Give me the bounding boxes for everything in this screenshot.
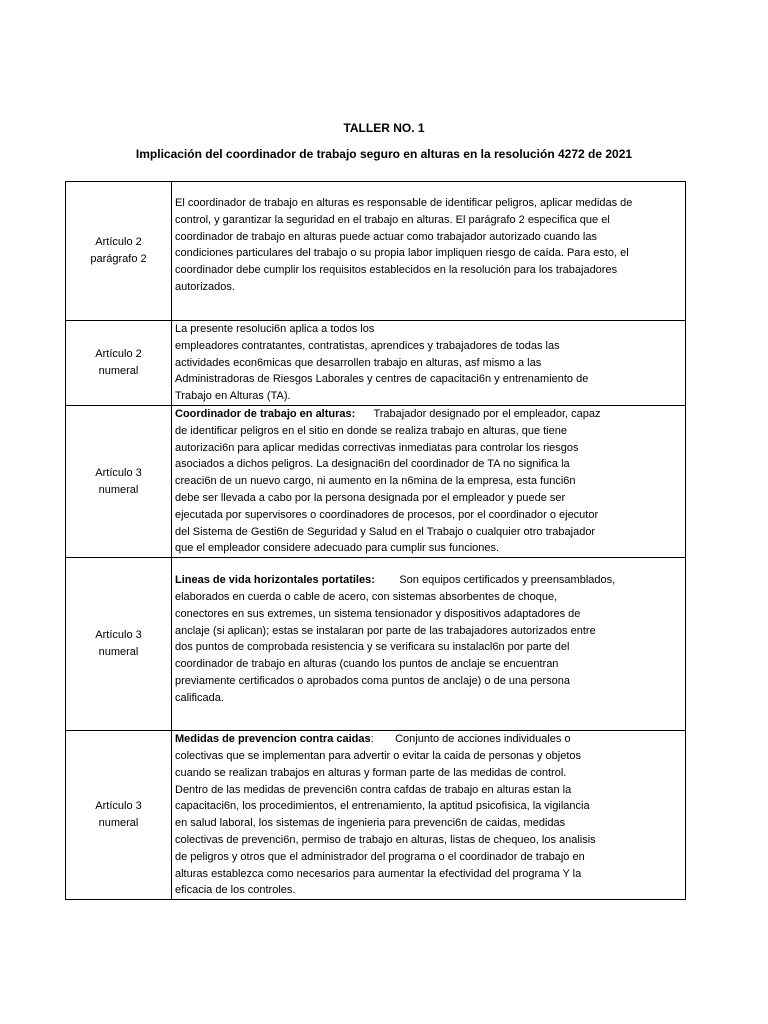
text-line: capacitaci6n, los procedimientos, el entrenamiento, la aptitud psicofisica, la vigilancia (175, 800, 590, 813)
table-row (66, 182, 686, 321)
article-text-cell (172, 558, 686, 731)
text-line: Dentro de las medidas de prevenci6n contra cafdas de trabajo en alturas estan la (175, 783, 572, 796)
text-line: condiciones particulares del trabajo o su propia labor impliquen riesgo de caída. Para esto, el (175, 247, 629, 260)
definition-line (175, 572, 682, 589)
definition-start: Son equipos certificados y preensamblados, (374, 574, 616, 587)
text-line: previamente certificados o aprobados coma puntos de anclaje) o de una persona (175, 674, 571, 687)
text-line: debe ser llevada a cabo por la persona designada por el empleador y puede ser (175, 491, 566, 504)
text-line: Trabajo en Alturas (TA). (175, 390, 291, 403)
article-text-cell (172, 405, 686, 557)
article-text-cell (172, 731, 686, 900)
text-line: anclaje (si aplican); estas se instalaran por parte de las trabajadores autorizados entre (175, 624, 596, 637)
text-line: control, y garantizar la seguridad en el trabajo en alturas. El parágrafo 2 especifica que el (175, 213, 610, 226)
document-title: TALLER NO. 1 (343, 121, 425, 135)
article-text-cell (172, 182, 686, 321)
article-label: Artículo 2 (95, 236, 142, 249)
table-row (66, 405, 686, 557)
table-row (66, 558, 686, 731)
text-line: del Sistema de Gesti6n de Seguridad y Salud en el Trabajo o cualquier otro trabajador (175, 525, 596, 538)
definition-start: : Conjunto de acciones individuales o (370, 733, 571, 746)
table-row (66, 321, 686, 406)
text-line: dos puntos de comprobada resistencia y se verificara su instalacl6n por parte del (175, 641, 570, 654)
article-label-cell (66, 405, 172, 557)
text-line: ejecutada por supervisores o coordinadores de procesos, por el coordinador o ejecutor (175, 508, 599, 521)
text-line: La presente resoluci6n aplica a todos los (175, 323, 375, 335)
article-sublabel: numeral (98, 646, 139, 659)
text-line: El coordinador de trabajo en alturas es responsable de identificar peligros, aplicar medidas de (175, 197, 633, 209)
defined-term: Coordinador de trabajo en alturas: (175, 407, 356, 420)
article-label: Artículo 2 (95, 348, 142, 361)
article-sublabel: numeral (98, 483, 139, 496)
text-line: conectores en sus extremes, un sistema tensionador y dispositivos adaptadores de (175, 607, 581, 620)
article-label-cell (66, 182, 172, 321)
text-line: creaci6n de un nuevo cargo, ni aumento en la n6mina de la empresa, esta funci6n (175, 475, 576, 488)
article-sublabel: parágrafo 2 (90, 253, 147, 265)
definition-line (175, 406, 682, 423)
defined-term: Lineas de vida horizontales portatiles: (175, 574, 375, 587)
text-line: eficacia de los controles. (175, 884, 296, 897)
text-line: actividades econ6micas que desarrollen trabajo en alturas, asf mismo a las (175, 356, 542, 369)
text-line: cuando se realizan trabajos en alturas y forman parte de las medidas de control. (175, 766, 567, 779)
article-label: Artículo 3 (95, 466, 142, 479)
article-label: Artículo 3 (95, 629, 142, 642)
table-row (66, 731, 686, 900)
text-line: elaborados en cuerda o cable de acero, con sistemas absorbentes de choque, (175, 590, 558, 603)
text-line: alturas establezca como necesarios para aumentar la efectividad del programa Y la (175, 867, 582, 880)
definition-line (175, 731, 682, 748)
text-line: coordinador debe cumplir los requisitos establecidos en la resolución para los trabajadores (175, 264, 618, 277)
article-label-cell (66, 321, 172, 406)
article-label-cell (66, 558, 172, 731)
article-text-cell (172, 321, 686, 406)
text-line: Administradoras de Riesgos Laborales y centres de capacitaci6n y entrenamiento de (175, 373, 589, 386)
definition-start: Trabajador designado por el empleador, capaz (355, 407, 601, 420)
text-line: de peligros y otros que el administrador del programa o el coordinador de trabajo en (175, 850, 585, 863)
articles-table (65, 181, 686, 900)
text-line: calificada. (175, 691, 224, 704)
text-line: colectivas de prevenci6n, permiso de trabajo en alturas, listas de chequeo, los analisis (175, 833, 596, 846)
text-line: coordinador de trabajo en alturas (cuando los puntos de anclaje se encuentran (175, 658, 559, 671)
article-label: Artículo 3 (95, 800, 142, 813)
text-line: en salud laboral, los sistemas de ingenieria para prevenci6n de caidas, medidas (175, 817, 566, 830)
article-sublabel: numeral (98, 817, 139, 830)
text-line: empleadores contratantes, contratistas, aprendices y trabajadores de todas las (175, 339, 560, 352)
defined-term: Medidas de prevencion contra caidas (175, 733, 371, 746)
text-line: autorizados. (175, 280, 235, 293)
text-line: asociados a dichos peligros. La designaci6n del coordinador de TA no significa la (175, 458, 570, 471)
text-line: colectivas que se implementan para advertir o evitar la caida de personas y objetos (175, 749, 582, 762)
text-line: que el empleador considere adecuado para cumplir sus funciones. (175, 542, 500, 555)
text-line: autorizaci6n para aplicar medidas correctivas inmediatas para controlar los riesgos (175, 441, 579, 454)
article-sublabel: numeral (98, 364, 139, 377)
document-subtitle: Implicación del coordinador de trabajo seguro en alturas en la resolución 4272 de 2021 (135, 147, 633, 161)
text-line: de identificar peligros en el sitio en donde se realiza trabajo en alturas, que tiene (175, 424, 567, 437)
text-line: coordinador de trabajo en alturas puede actuar como trabajador autorizado cuando las (175, 230, 597, 243)
article-label-cell (66, 731, 172, 900)
